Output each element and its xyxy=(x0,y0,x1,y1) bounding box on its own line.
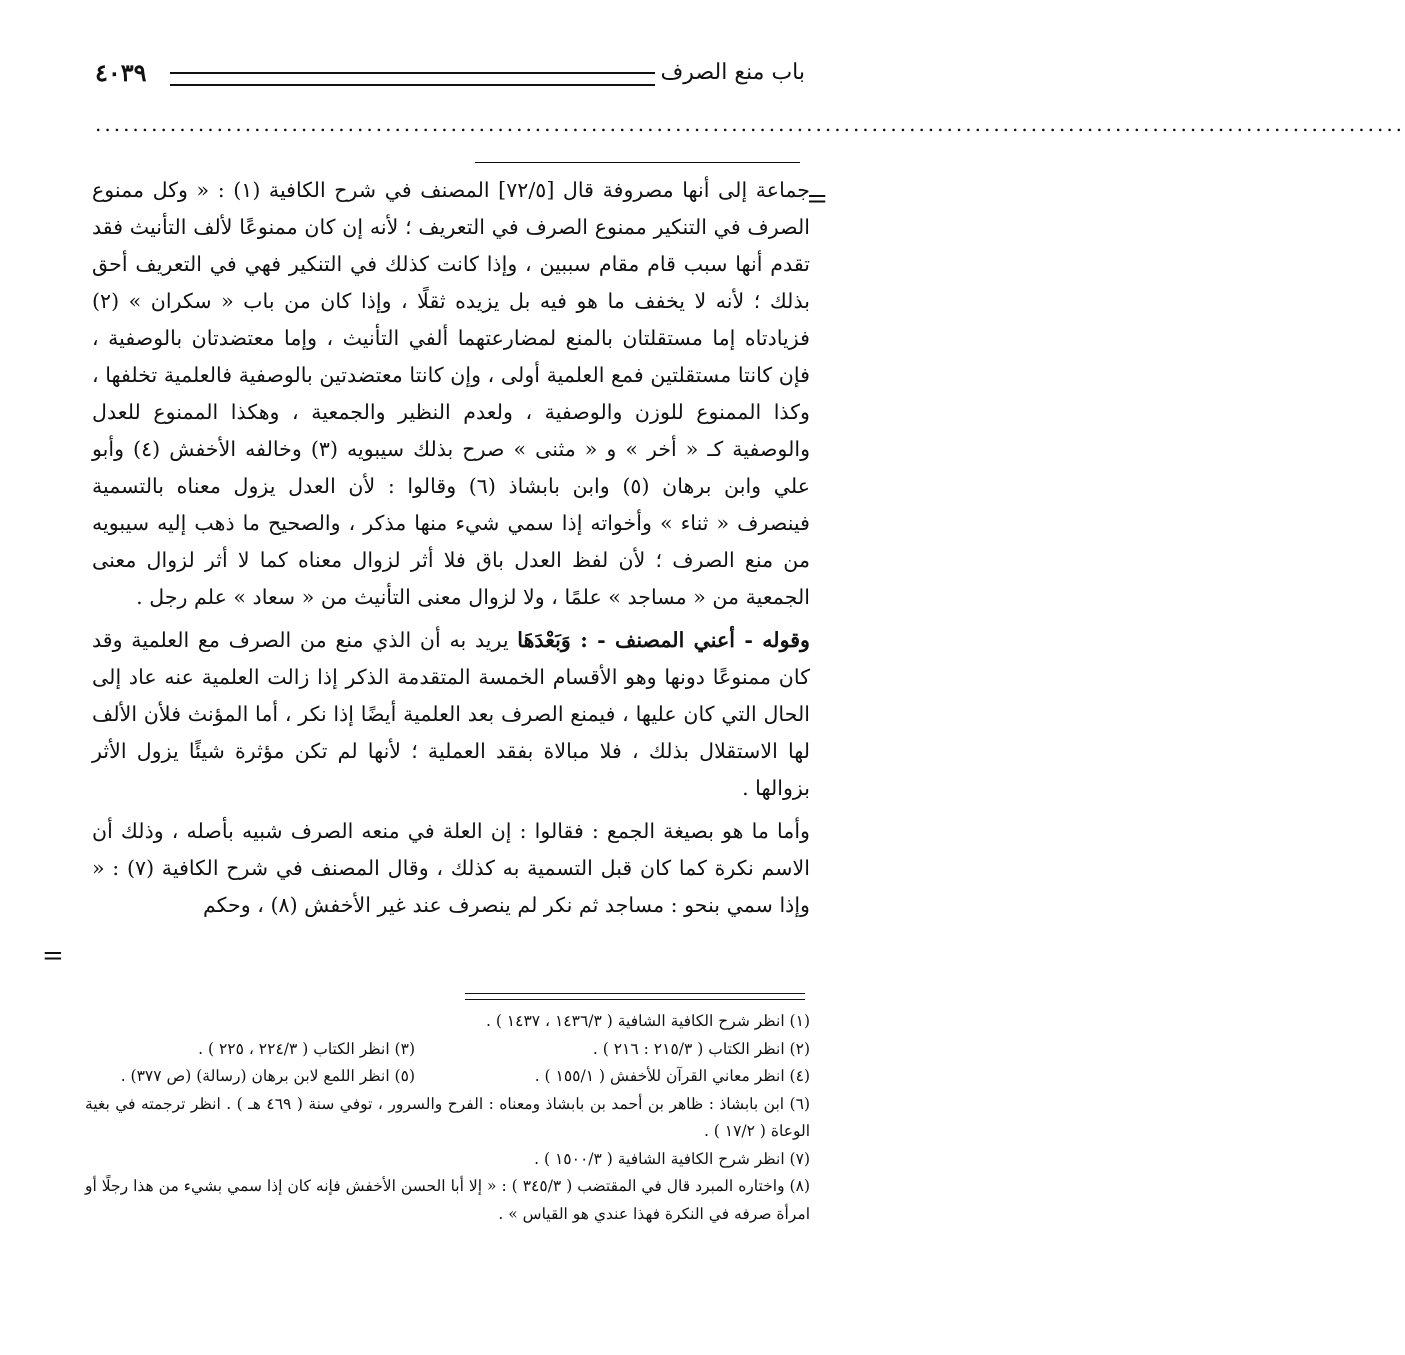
dotted-separator: ............................................................................................................................................ xyxy=(95,112,1405,136)
footnote-2: (٢) انظر الكتاب ( ٢١٥/٣ : ٢١٦ ) . xyxy=(592,1039,810,1058)
page-header xyxy=(95,50,805,100)
paragraph-lead: وقوله - أعني المصنف - : وَبَعْدَهَا xyxy=(517,628,810,652)
footnote-row xyxy=(85,1063,810,1091)
footnote-6: (٦) ابن بابشاذ : ظاهر بن أحمد بن بابشاذ ومعناه : الفرح والسرور ، توفي سنة ( ٤٦٩ هـ ) . انظر ترجمته في بغية الوعاة ( ١٧/٢ ) . xyxy=(85,1094,810,1140)
footnote-8: (٨) واختاره المبرد قال في المقتضب ( ٣٤٥/٣ ) : « إلا أبا الحسن الأخفش فإنه كان إذا سمي بشيء من هذا رجلًا أو امرأة صرفه في النكرة فهذا عندي هو القياس » . xyxy=(85,1177,810,1223)
footnote-separator xyxy=(465,993,805,1000)
paragraph-text: جماعة إلى أنها مصروفة قال [٧٢/٥] المصنف في شرح الكافية (١) : « وكل ممنوع الصرف في التنكير ممنوع الصرف في التعريف ؛ لأنه إن كان ممنوعًا لألف التأنيث فقد تقدم أنها سبب قام مقام سببين ، وإذا كانت كذلك في التنكير فهي في التعريف أحق بذلك ؛ لأنه لا يخفف ما هو فيه بل يزيده ثقلًا ، وإذا كان من باب « سكران » (٢) فزيادتاه إما مستقلتان بالمنع لمضارعتهما ألفي التأنيث ، وإما معتضدتان بالوصفية ، فإن كانتا مستقلتين فمع العلمية أولى ، وإن كانتا معتضدتين بالوصفية فالعلمية تخلفها ، وكذا الممنوع للوزن والوصفية ، ولعدم النظير والجمعية ، وهكذا الممنوع للعدل والوصفية كـ « أخر » و « مثنى » صرح بذلك سيبويه (٣) وخالفه الأخفش (٤) وأبو علي وابن برهان (٥) وابن بابشاذ (٦) وقالوا : لأن العدل يزول معناه بالتسمية فينصرف « ثناء » وأخواته إذا سمي شيء منها مذكر ، والصحيح ما ذهب إليه سيبويه من منع الصرف ؛ لأن لفظ العدل باق فلا أثر لزوال معناه كما لا أثر لزوال معنى الجمعية من « مساجد » علمًا ، ولا لزوال معنى التأنيث من « سعاد » علم رجل . xyxy=(92,178,811,609)
paragraph xyxy=(92,622,810,807)
footnote-3: (٣) انظر الكتاب ( ٢٢٤/٣ ، ٢٢٥ ) . xyxy=(198,1039,415,1058)
continuation-mark-bottom: = xyxy=(42,941,64,971)
page-number: ٤٠٣٩ xyxy=(95,58,147,87)
paragraph-text: وأما ما هو بصيغة الجمع : فقالوا : إن العلة في منعه الصرف شبيه بأصله ، وذلك أن الاسم نكرة كما كان قبل التسمية به كذلك ، وقال المصنف في شرح الكافية (٧) : « وإذا سمي بنحو : مساجد ثم نكر لم ينصرف عند غير الأخفش (٨) ، وحكم xyxy=(92,819,810,917)
main-text xyxy=(92,172,810,924)
footnotes xyxy=(85,1008,810,1228)
continuation-mark-top: = xyxy=(806,184,828,214)
footnote-1: (١) انظر شرح الكافية الشافية ( ١٤٣٦/٣ ، ١٤٣٧ ) . xyxy=(485,1012,810,1030)
paragraph-text: يريد به أن الذي منع من الصرف مع العلمية وقد كان ممنوعًا دونها وهو الأقسام الخمسة المتقدمة الذكر إذا زالت العلمية عنه عاد إلى الحال التي كان عليها ، فيمنع الصرف بعد العلمية أيضًا إذا نكر ، أما المؤنث فلأن الألف لها الاستقلال بذلك ، فلا مبالاة بفقد العملية ؛ لأنها لم تكن مؤثرة شيئًا يزول الأثر بزوالها . xyxy=(92,628,810,800)
top-rule xyxy=(475,162,800,163)
chapter-title: باب منع الصرف xyxy=(660,60,805,85)
paragraph xyxy=(92,813,810,924)
paragraph xyxy=(92,172,810,616)
header-double-rule xyxy=(170,72,655,86)
footnote-5: (٥) انظر اللمع لابن برهان (رسالة) (ص ٣٧٧) . xyxy=(120,1067,415,1085)
footnote-7: (٧) انظر شرح الكافية الشافية ( ١٥٠٠/٣ ) . xyxy=(534,1149,810,1168)
footnote-4: (٤) انظر معاني القرآن للأخفش ( ١٥٥/١ ) . xyxy=(534,1067,810,1085)
footnote-row xyxy=(85,1036,810,1064)
